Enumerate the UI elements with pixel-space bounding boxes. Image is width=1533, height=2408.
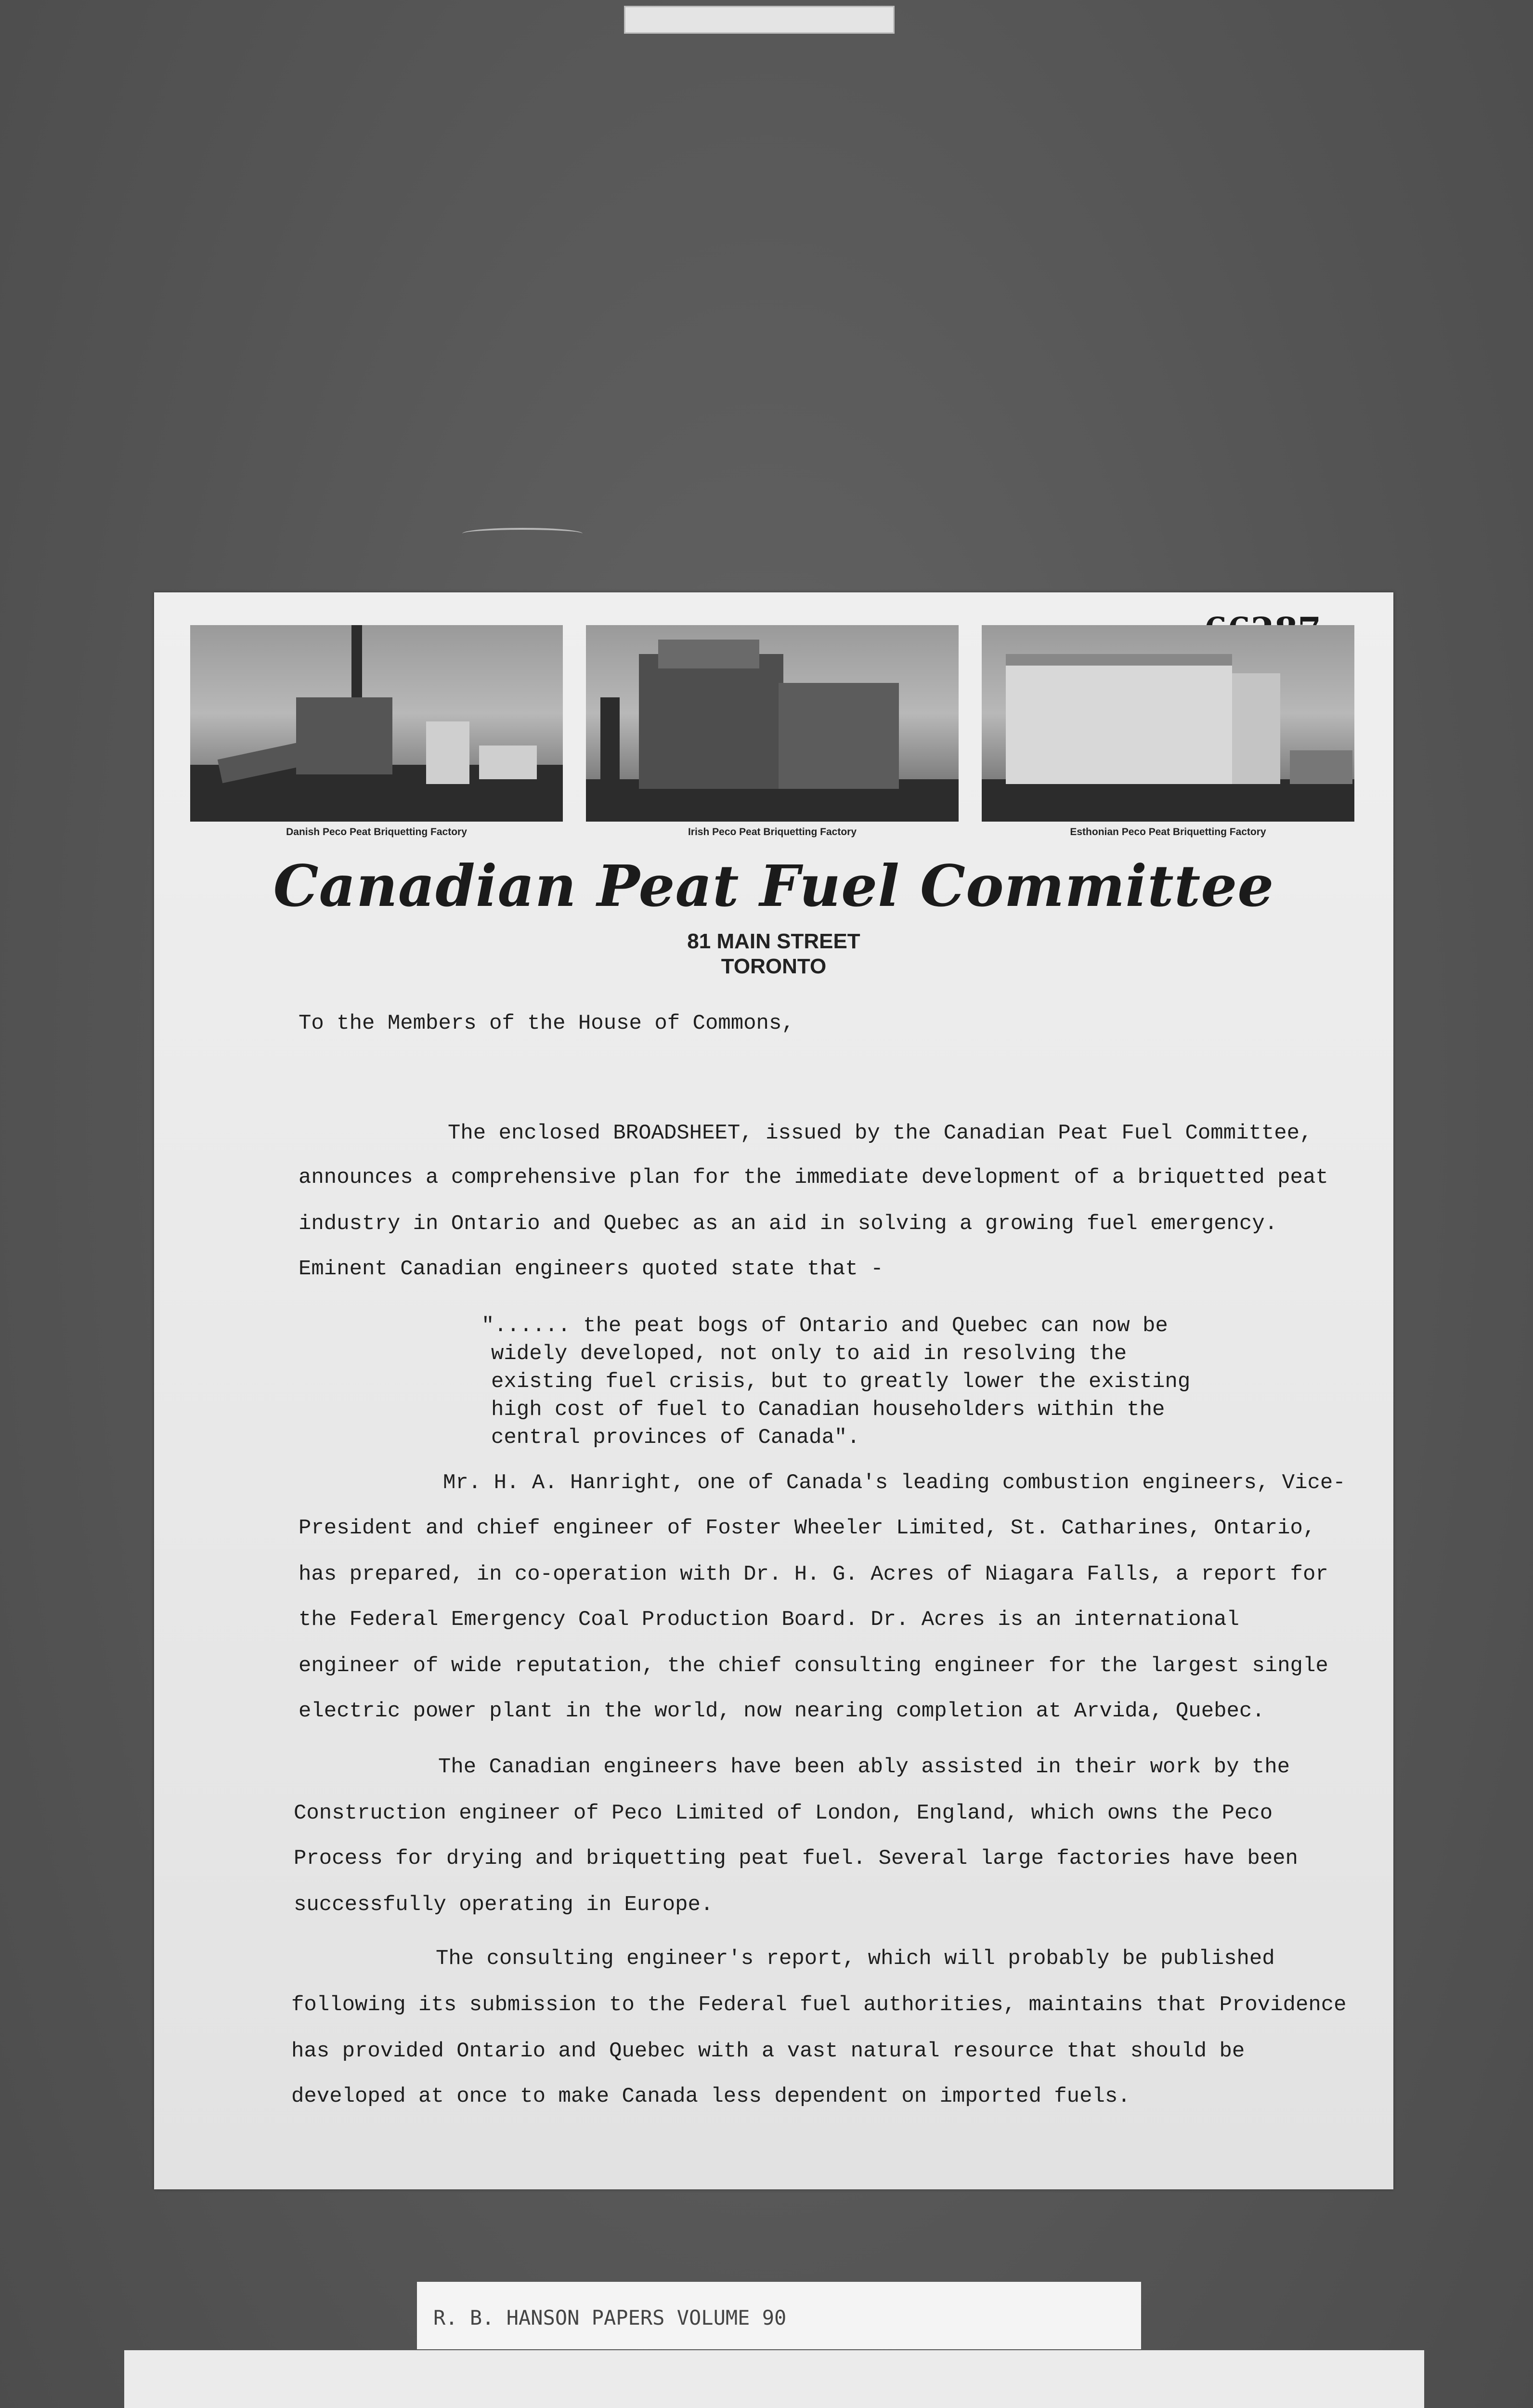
p2-line-1: Mr. H. A. Hanright, one of Canada's leading combustion engineers, Vice- <box>443 1471 1346 1495</box>
p4-line-2: following its submission to the Federal fuel authorities, maintains that Providence <box>291 1993 1347 2017</box>
p4-line-3: has provided Ontario and Quebec with a vast natural resource that should be <box>291 2039 1245 2063</box>
p2-line-2: President and chief engineer of Foster Wheeler Limited, St. Catharines, Ontario, <box>299 1516 1316 1540</box>
quote-line-3: existing fuel crisis, but to greatly lower the existing <box>491 1370 1191 1394</box>
letter-page <box>154 592 1393 2189</box>
letterhead-title: Canadian Peat Fuel Committee <box>273 852 1274 919</box>
irish-factory-photo <box>586 625 959 822</box>
p2-line-5: engineer of wide reputation, the chief consulting engineer for the largest single <box>299 1654 1328 1678</box>
photo-caption-danish: Danish Peco Peat Briquetting Factory <box>286 826 467 838</box>
p4-line-1: The consulting engineer's report, which will probably be published <box>436 1947 1275 1971</box>
p3-line-2: Construction engineer of Peco Limited of London, England, which owns the Peco <box>294 1801 1273 1825</box>
esthonian-factory-photo <box>982 625 1354 822</box>
top-mount-tab <box>624 6 895 34</box>
p2-line-4: the Federal Emergency Coal Production Board. Dr. Acres is an international <box>299 1608 1239 1632</box>
collection-label <box>417 2282 1141 2349</box>
quote-line-1: "...... the peat bogs of Ontario and Quebec can now be <box>481 1314 1168 1338</box>
letterhead-city: TORONTO <box>721 955 827 978</box>
photo-strip <box>190 625 1355 838</box>
p4-line-4: developed at once to make Canada less dependent on imported fuels. <box>291 2084 1130 2108</box>
p1-line-4: Eminent Canadian engineers quoted state that - <box>299 1257 883 1281</box>
salutation: To the Members of the House of Commons, <box>299 1011 794 1035</box>
photo-caption-esthonian: Esthonian Peco Peat Briquetting Factory <box>1070 826 1266 838</box>
film-smudge <box>462 528 583 539</box>
p3-line-3: Process for drying and briquetting peat fuel. Several large factories have been <box>294 1846 1298 1871</box>
archive-card <box>124 2350 1424 2408</box>
p2-line-3: has prepared, in co-operation with Dr. H. G. Acres of Niagara Falls, a report for <box>299 1562 1328 1586</box>
p1-line-3: industry in Ontario and Quebec as an aid in solving a growing fuel emergency. <box>299 1212 1278 1236</box>
danish-factory-photo <box>190 625 563 822</box>
quote-line-2: widely developed, not only to aid in resolving the <box>491 1342 1127 1366</box>
photo-caption-irish: Irish Peco Peat Briquetting Factory <box>688 826 857 838</box>
quote-line-5: central provinces of Canada". <box>491 1426 860 1450</box>
p1-line-2: announces a comprehensive plan for the immediate development of a briquetted peat <box>299 1165 1328 1190</box>
p1-line-1: The enclosed BROADSHEET, issued by the Canadian Peat Fuel Committee, <box>448 1121 1312 1145</box>
collection-label-text: R. B. HANSON PAPERS VOLUME 90 <box>433 2306 787 2329</box>
p3-line-4: successfully operating in Europe. <box>294 1893 714 1917</box>
p3-line-1: The Canadian engineers have been ably assisted in their work by the <box>438 1755 1290 1779</box>
quote-line-4: high cost of fuel to Canadian householders within the <box>491 1398 1165 1422</box>
letterhead-street: 81 MAIN STREET <box>687 929 860 953</box>
p2-line-6: electric power plant in the world, now nearing completion at Arvida, Quebec. <box>299 1699 1265 1723</box>
